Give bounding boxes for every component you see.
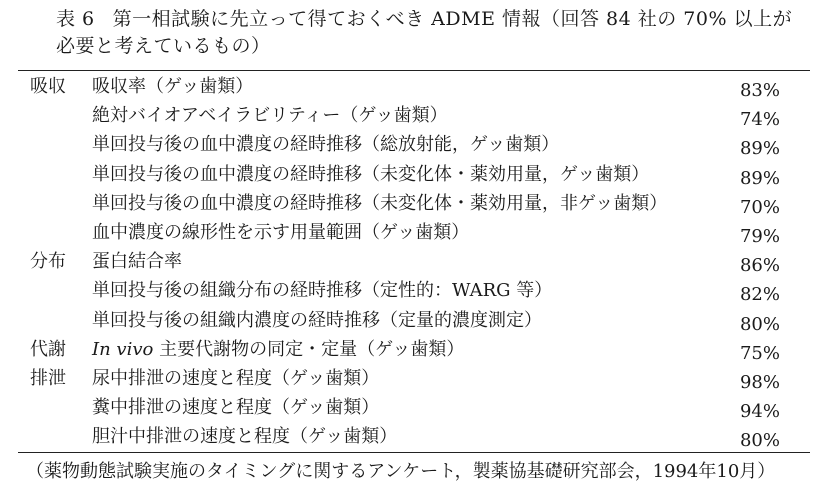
percentage: 98% bbox=[739, 371, 780, 393]
bottom-rule bbox=[18, 452, 810, 453]
source-note: （薬物動態試験実施のタイミングに関するアンケート，製薬協基礎研究部会，1994年10月） bbox=[26, 461, 776, 482]
table-row bbox=[0, 422, 826, 451]
table-row bbox=[0, 276, 826, 305]
item-text: 血中濃度の線形性を示す用量範囲（ゲッ歯類） bbox=[92, 221, 470, 243]
percentage: 70% bbox=[739, 196, 780, 218]
table-row bbox=[0, 218, 826, 247]
table-row bbox=[0, 160, 826, 189]
table-row bbox=[0, 101, 826, 130]
table-number: 表 6 bbox=[56, 8, 95, 30]
table-body bbox=[0, 72, 826, 451]
category-label: 排泄 bbox=[30, 367, 66, 389]
item-text: 糞中排泄の速度と程度（ゲッ歯類） bbox=[92, 397, 380, 419]
item-text: 単回投与後の血中濃度の経時推移（総放射能，ゲッ歯類） bbox=[92, 134, 560, 156]
table-row bbox=[0, 72, 826, 101]
item-italic-prefix: In vivo bbox=[92, 338, 154, 360]
category-label: 代謝 bbox=[30, 338, 66, 360]
category-label: 分布 bbox=[30, 251, 66, 273]
item-text: 胆汁中排泄の速度と程度（ゲッ歯類） bbox=[92, 426, 398, 448]
table-row bbox=[0, 335, 826, 364]
item-text: 吸収率（ゲッ歯類） bbox=[92, 76, 254, 97]
top-rule bbox=[18, 70, 810, 71]
item-text: 尿中排泄の速度と程度（ゲッ歯類） bbox=[92, 367, 380, 389]
percentage: 82% bbox=[739, 284, 780, 306]
percentage: 83% bbox=[739, 80, 780, 101]
caption-line-2: 必要と考えているもの） bbox=[56, 35, 271, 57]
item-text: 単回投与後の組織分布の経時推移（定性的：WARG 等） bbox=[92, 280, 553, 302]
percentage: 89% bbox=[739, 167, 780, 189]
item-text: 単回投与後の血中濃度の経時推移（未変化体・薬効用量，非ゲッ歯類） bbox=[92, 192, 668, 214]
caption-line-1 bbox=[56, 6, 816, 33]
percentage: 79% bbox=[739, 225, 780, 247]
percentage: 80% bbox=[739, 313, 780, 335]
item-text: 絶対バイオアベイラビリティー（ゲッ歯類） bbox=[92, 105, 448, 127]
table-row bbox=[0, 247, 826, 276]
percentage: 75% bbox=[739, 342, 780, 364]
percentage: 80% bbox=[739, 430, 780, 452]
item-text: 単回投与後の組織内濃度の経時推移（定量的濃度測定） bbox=[92, 309, 542, 331]
percentage: 89% bbox=[739, 138, 780, 160]
table-caption bbox=[56, 6, 816, 60]
table-row bbox=[0, 393, 826, 422]
table-row bbox=[0, 306, 826, 335]
item-text: 蛋白結合率 bbox=[92, 251, 182, 273]
caption-title: 第一相試験に先立って得ておくべき ADME 情報（回答 84 社の 70% 以上が bbox=[112, 8, 793, 30]
percentage: 94% bbox=[739, 401, 780, 423]
item-text: 単回投与後の血中濃度の経時推移（未変化体・薬効用量，ゲッ歯類） bbox=[92, 163, 650, 185]
percentage: 74% bbox=[739, 109, 780, 131]
table-row bbox=[0, 364, 826, 393]
table-row bbox=[0, 130, 826, 159]
category-label: 吸収 bbox=[30, 76, 66, 97]
item-text: In vivo 主要代謝物の同定・定量（ゲッ歯類） bbox=[92, 338, 465, 360]
table-row bbox=[0, 189, 826, 218]
percentage: 86% bbox=[739, 255, 780, 277]
